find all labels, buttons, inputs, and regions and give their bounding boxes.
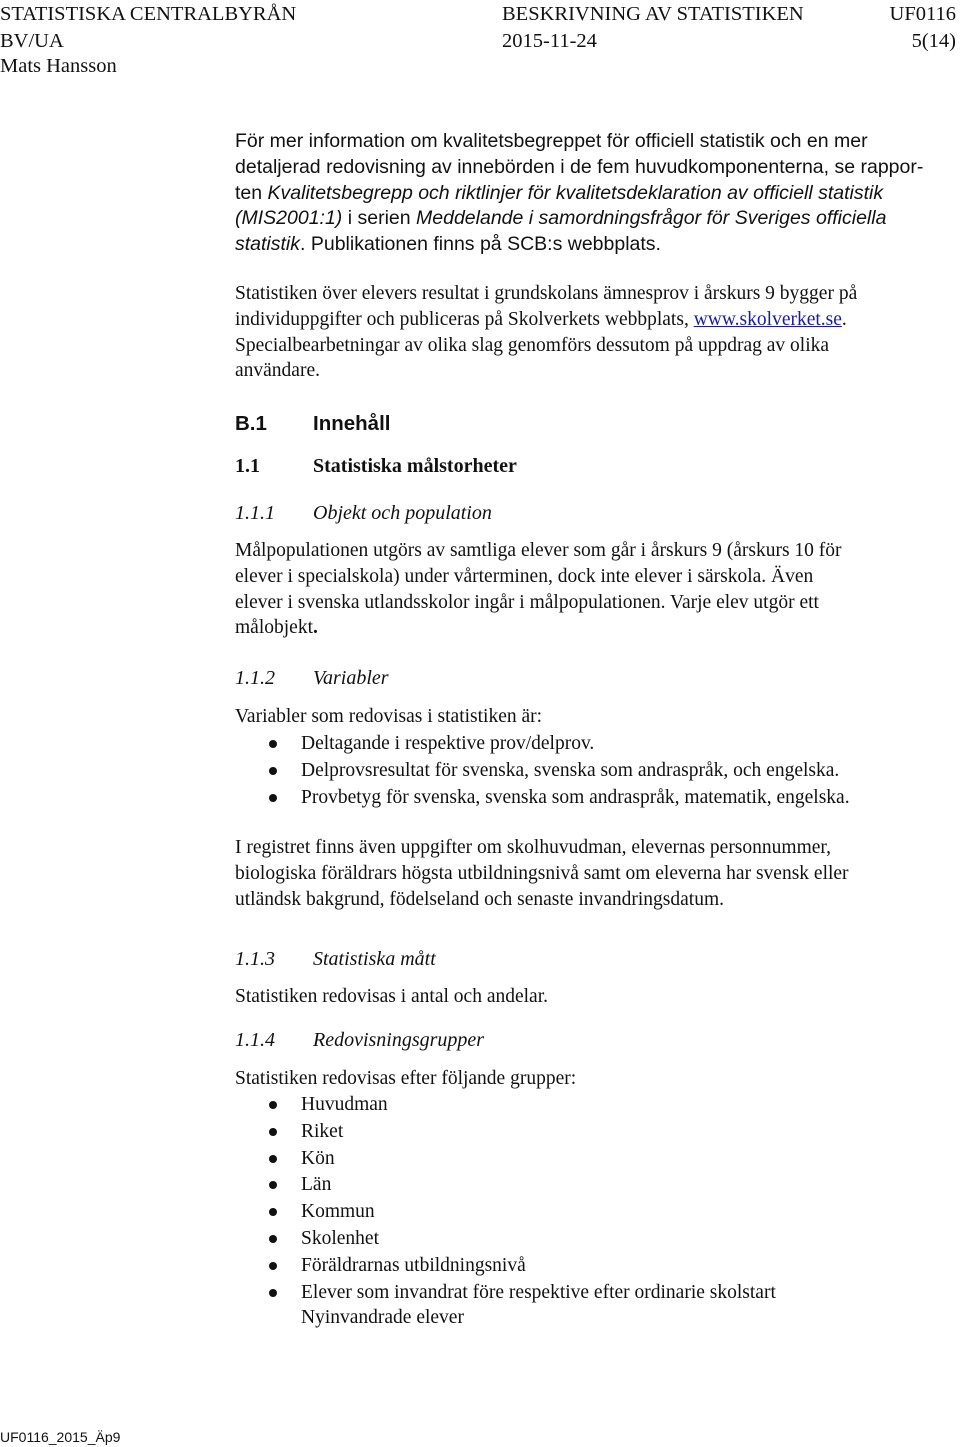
section-1-1-4-title: Redovisningsgrupper bbox=[313, 1029, 485, 1051]
section-1-1-number: 1.1 bbox=[235, 455, 260, 477]
intro-p1-line-4 bbox=[235, 206, 935, 232]
list-item-continuation-text: Nyinvandrade elever bbox=[301, 1306, 464, 1328]
bullet-icon bbox=[269, 740, 277, 748]
list-item-text: Huvudman bbox=[301, 1094, 388, 1115]
intro-p2-line-1: Statistiken över elevers resultat i grundskolans ämnesprov i årskurs 9 bygger på bbox=[235, 283, 858, 304]
groups-intro-text: Statistiken redovisas efter följande grupper: bbox=[235, 1068, 577, 1089]
intro-paragraph-1 bbox=[235, 129, 935, 258]
list-item-text: Skolenhet bbox=[301, 1227, 379, 1249]
bullet-icon bbox=[269, 1181, 277, 1189]
population-paragraph bbox=[235, 538, 935, 641]
bullet-icon bbox=[269, 1128, 277, 1136]
header-author: Mats Hansson bbox=[0, 55, 117, 77]
intro-p2-text: individuppgifter och publiceras på Skolverkets webbplats, bbox=[235, 308, 694, 330]
intro-p1-text: ten bbox=[235, 181, 268, 204]
intro-p2-line-4: användare. bbox=[235, 360, 320, 382]
section-1-1-2-number: 1.1.2 bbox=[235, 667, 275, 689]
series-title-italic: Meddelande i samordningsfrågor för Sveriges officiella bbox=[416, 207, 887, 230]
intro-p1-text: i serien bbox=[342, 207, 417, 230]
population-line-2: elever i specialskola) under vårterminen, dock inte elever i särskola. Även bbox=[235, 565, 814, 587]
intro-p2-text: . bbox=[841, 308, 847, 330]
series-title-italic-end: statistik bbox=[235, 233, 301, 256]
intro-p2-line-2 bbox=[235, 307, 935, 333]
list-item-text: Län bbox=[301, 1174, 332, 1196]
report-code-italic: (MIS2001:1) bbox=[235, 207, 343, 230]
population-line-1: Målpopulationen utgörs av samtliga elever som går i årskurs 9 (årskurs 10 för bbox=[235, 540, 842, 561]
population-text: målobjekt bbox=[235, 617, 313, 639]
header-org: STATISTISKA CENTRALBYRÅN bbox=[0, 3, 297, 25]
intro-p1-line-2: detaljerad redovisning av innebörden i de fem huvudkomponenterna, se rappor- bbox=[235, 155, 924, 178]
intro-p1-line-1: För mer information om kvalitetsbegreppet för officiell statistik och en mer bbox=[235, 130, 868, 152]
measures-paragraph bbox=[235, 984, 935, 1010]
list-item bbox=[235, 1199, 776, 1226]
intro-p1-line-3 bbox=[235, 181, 935, 207]
list-item-text: Riket bbox=[301, 1120, 344, 1142]
header-doc-code: UF0116 bbox=[889, 3, 956, 25]
header-date: 2015-11-24 bbox=[502, 30, 597, 52]
list-item bbox=[235, 1253, 776, 1280]
population-period-bold: . bbox=[312, 617, 318, 639]
register-line-2: biologiska föräldrars högsta utbildningsnivå samt om eleverna har svensk eller bbox=[235, 862, 849, 884]
intro-p2-line-3: Specialbearbetningar av olika slag genomförs dessutom på uppdrag av olika bbox=[235, 334, 830, 356]
bullet-icon bbox=[269, 794, 277, 802]
list-item-text: Deltagande i respektive prov/delprov. bbox=[301, 733, 595, 754]
list-item-text: Kommun bbox=[301, 1201, 375, 1223]
list-item bbox=[235, 785, 850, 812]
measures-text: Statistiken redovisas i antal och andelar. bbox=[235, 986, 548, 1007]
bullet-icon bbox=[269, 767, 277, 775]
list-item-continuation bbox=[235, 1305, 776, 1330]
register-line-3: utländsk bakgrund, födelseland och senaste invandringsdatum. bbox=[235, 888, 725, 910]
section-1-1-3-title: Statistiska mått bbox=[313, 948, 436, 970]
list-item bbox=[235, 1119, 776, 1146]
bullet-icon bbox=[269, 1235, 277, 1243]
footer-code: UF0116_2015_Äp9 bbox=[0, 1429, 121, 1445]
list-item bbox=[235, 1092, 776, 1119]
section-b1-title: Innehåll bbox=[313, 412, 391, 435]
list-item-text: Delprovsresultat för svenska, svenska som andraspråk, och engelska. bbox=[301, 759, 840, 781]
groups-list bbox=[235, 1092, 776, 1330]
list-item bbox=[235, 758, 850, 785]
report-title-italic: Kvalitetsbegrepp och riktlinjer för kvalitetsdeklaration av officiell statistik bbox=[267, 181, 884, 204]
header-page-number: 5(14) bbox=[911, 30, 956, 52]
bullet-icon bbox=[269, 1101, 277, 1109]
bullet-icon bbox=[269, 1262, 277, 1270]
header-unit: BV/UA bbox=[0, 30, 64, 52]
bullet-icon bbox=[269, 1208, 277, 1216]
list-item-text: Kön bbox=[301, 1147, 335, 1169]
list-item bbox=[235, 1146, 776, 1173]
section-1-1-1-title: Objekt och population bbox=[313, 502, 492, 524]
list-item-text: Elever som invandrat före respektive efter ordinarie skolstart bbox=[301, 1281, 776, 1303]
section-1-1-2-title: Variabler bbox=[313, 667, 389, 689]
section-1-1-4-number: 1.1.4 bbox=[235, 1029, 275, 1051]
variables-list bbox=[235, 731, 850, 811]
register-paragraph bbox=[235, 835, 935, 912]
population-line-4 bbox=[235, 615, 935, 641]
intro-p1-text: . Publikationen finns på SCB:s webbplats. bbox=[300, 233, 661, 256]
section-1-1-3-number: 1.1.3 bbox=[235, 948, 275, 970]
list-item bbox=[235, 731, 850, 758]
list-item-text: Provbetyg för svenska, svenska som andraspråk, matematik, engelska. bbox=[301, 786, 850, 808]
population-line-3: elever i svenska utlandsskolor ingår i målpopulationen. Varje elev utgör ett bbox=[235, 591, 819, 613]
bullet-icon bbox=[269, 1155, 277, 1163]
intro-p1-line-5 bbox=[235, 232, 935, 258]
skolverket-link[interactable]: www.skolverket.se bbox=[693, 308, 842, 330]
intro-paragraph-2 bbox=[235, 281, 935, 384]
list-item bbox=[235, 1226, 776, 1253]
section-b1-number: B.1 bbox=[235, 412, 267, 435]
section-1-1-title: Statistiska målstorheter bbox=[313, 455, 517, 477]
list-item-text: Föräldrarnas utbildningsnivå bbox=[301, 1254, 526, 1276]
bullet-icon bbox=[269, 1289, 277, 1297]
register-line-1: I registret finns även uppgifter om skolhuvudman, elevernas personnummer, bbox=[235, 837, 831, 858]
list-item bbox=[235, 1280, 776, 1305]
list-item bbox=[235, 1172, 776, 1199]
section-1-1-1-number: 1.1.1 bbox=[235, 502, 275, 524]
groups-intro bbox=[235, 1066, 935, 1092]
variables-intro-text: Variabler som redovisas i statistiken är: bbox=[235, 706, 543, 727]
variables-intro bbox=[235, 704, 935, 730]
header-doc-type: BESKRIVNING AV STATISTIKEN bbox=[502, 3, 804, 25]
